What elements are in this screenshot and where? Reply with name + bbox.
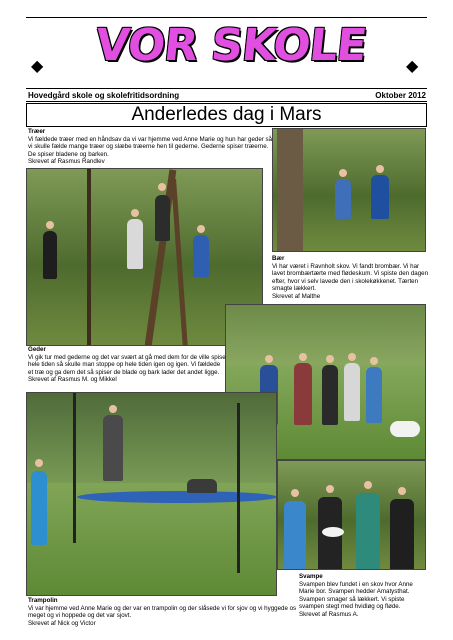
article-author: Skrevet af Malthe [272,292,321,300]
photo-mushroom-find [277,460,426,570]
article-svampe [299,573,427,619]
header-rule [26,88,427,89]
issue-date: Oktober 2012 [375,91,426,100]
top-rule [26,17,427,18]
article-body: Vi var hjemme ved Anne Marie og der var en trampolin og der slåsede vi for sjov og vi hyggede os meget og vi hoppede og det var sjovt. [28,604,297,620]
diamond-icon: ◆ [31,58,44,75]
page-headline: Anderledes dag i Mars [26,103,427,127]
article-author: Skrevet af Rasmus A. [299,610,359,618]
school-name: Hovedgård skole og skolefritidsordning [28,91,180,100]
article-author: Skrevet af Nick og Victor [28,619,96,627]
photo-blackberry-picking [272,128,426,252]
article-heading: Bær [272,255,285,262]
diamond-icon: ◆ [406,58,419,75]
subheader-rule [26,101,427,102]
article-heading: Træer [28,128,46,135]
article-author: Skrevet af Rasmus M. og Mikkel [28,376,117,384]
photo-trampoline [26,392,277,596]
article-body: Vi gik tur med gederne og det var svært at gå med dem for de ville spise hele tiden så skulle man stoppe op hele tiden igen og igen. Vi fældede et træ og ga dem det så spiser de blade og bark lader det andet ligge. [28,353,226,376]
article-body: Svampen blev fundet i en skov hvor Anne Marie bor. Svampen hedder Amatysthat. Svampen smager så lækkert. Vi spiste svampen stegt med hvidløg og fløde. [299,580,413,611]
article-body: Vi fældede træer med en håndsav da vi var hjemme ved Anne Marie og hun har geder så vi skulle fælde mange træer og slæbe træerne hen til gederne. Gederne spiser træerne. De spiser bladene og barken. [28,135,273,158]
article-heading: Geder [28,346,46,353]
article-baer [272,255,430,301]
article-trampolin [28,597,308,627]
article-heading: Svampe [299,573,323,580]
masthead-title: VOR SKOLE [92,20,369,71]
article-heading: Trampolin [28,597,58,604]
article-body: Vi har været i Ravnholt skov. Vi fandt brombær. Vi har lavet brombærtærte med flødeskum. Vi spiste den dagen efter, hvor vi selv lavede den i skolekøkkenet. Tærten smagte lækkert. [272,262,429,293]
article-traeer [28,128,278,166]
article-author: Skrevet af Rasmus Randlev [28,158,105,166]
article-geder [28,346,226,384]
